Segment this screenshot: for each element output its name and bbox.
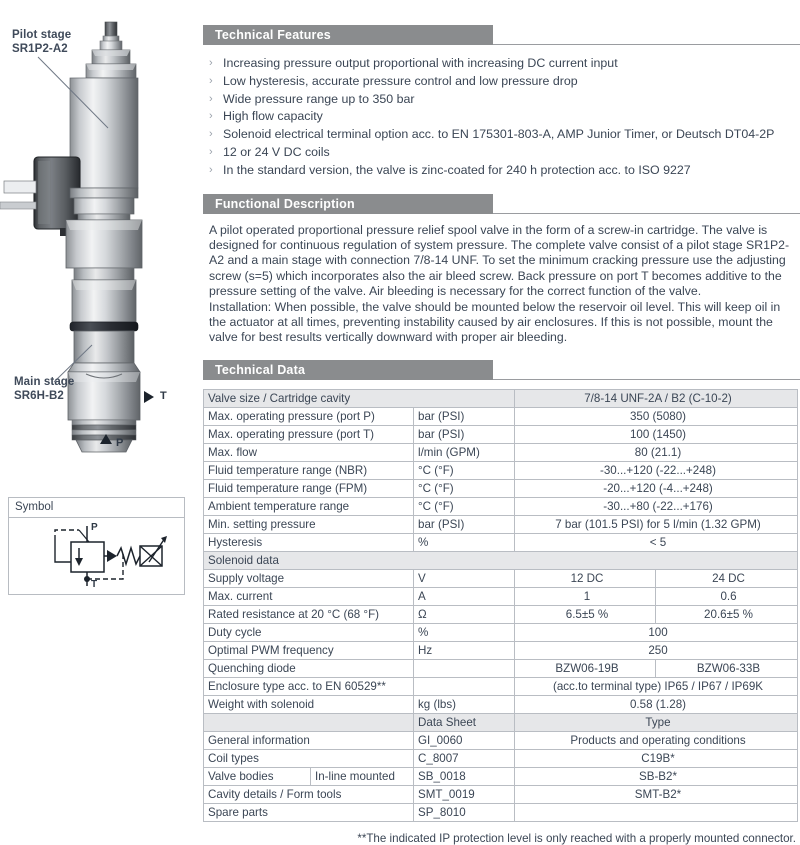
feature-item [209,55,800,73]
table-cell-value-12dc: BZW06-19B [515,659,656,677]
table-row [204,569,798,587]
feature-label: In the standard version, the valve is zinc-coated for 240 h protection acc. to ISO 9227 [223,162,691,177]
table-cell-value: Products and operating conditions [515,731,798,749]
table-cell-label: Duty cycle [204,623,414,641]
table-cell-unit: GI_0060 [414,731,515,749]
table-cell-unit: bar (PSI) [414,515,515,533]
feature-label: Low hysteresis, accurate pressure control and low pressure drop [223,73,578,88]
table-cell-value: -30...+120 (-22...+248) [515,461,798,479]
section-header-rule [493,44,800,45]
table-cell-value-24dc: 24 DC [656,569,798,587]
table-cell-value: 0.58 (1.28) [515,695,798,713]
table-cell-label: Quenching diode [204,659,414,677]
table-cell-value: Type [515,713,798,731]
table-cell-section-label: Solenoid data [204,551,798,569]
table-cell-label: Coil types [204,749,414,767]
functional-description-paragraph-2: Installation: When possible, the valve should be mounted below the reservoir oil level. This will keep oil in the actuator at all times, preventing instability caused by air enclosures. If this is not possible, mount the valve for best results vertically downward with proper air bleeding. [209,299,781,345]
table-cell-label: Supply voltage [204,569,414,587]
table-cell-unit: A [414,587,515,605]
valve-assembly-drawing [0,0,200,490]
feature-label: Increasing pressure output proportional with increasing DC current input [223,56,618,70]
section-title-technical-features: Technical Features [215,28,331,42]
table-row [204,767,798,785]
table-cell-unit [414,677,515,695]
table-cell-label: Max. current [204,587,414,605]
port-t-arrow-icon [144,391,154,403]
table-cell-value: 7/8-14 UNF-2A / B2 (C-10-2) [515,389,798,407]
table-cell-value: 250 [515,641,798,659]
table-cell-label: Valve size / Cartridge cavity [204,389,515,407]
table-row [204,677,798,695]
symbol-box [8,497,185,595]
section-title-technical-data: Technical Data [215,362,306,377]
chevron-right-icon: › [209,74,213,87]
feature-item [209,126,800,144]
table-cell-label: Max. flow [204,443,414,461]
table-cell-value [515,803,798,821]
feature-label: 12 or 24 V DC coils [223,144,330,159]
chevron-right-icon: › [209,110,213,123]
technical-data-table [203,389,798,822]
table-cell-label: Fluid temperature range (FPM) [204,479,414,497]
table-cell-label: Hysteresis [204,533,414,551]
table-cell-value-12dc: 1 [515,587,656,605]
table-cell-label: Ambient temperature range [204,497,414,515]
table-cell-label: Min. setting pressure [204,515,414,533]
table-row [204,461,798,479]
table-cell-unit: kg (lbs) [414,695,515,713]
table-row [204,623,798,641]
table-cell-unit: SB_0018 [414,767,515,785]
callout-main-line2: SR6H-B2 [14,389,64,402]
table-row [204,605,798,623]
section-header-functional-description [203,194,800,214]
chevron-right-icon: › [209,128,213,141]
table-row [204,713,798,731]
table-cell-value: 100 [515,623,798,641]
table-row [204,443,798,461]
functional-description-paragraph-1: A pilot operated proportional pressure relief spool valve in the form of a screw-in cartridge. The valve is designed for continuous regulation of system pressure. The complete valve consist of a pilot stage SR1P2-A2 and a main stage with connection 7/8-14 UNF. To set the minimum cracking pressure use the adjusting screw (s=5) which incorporates also the air bleed screw. Back pressure on port T becomes additive to the pressure setting of the valve. Air bleeding is necessary for the correct function of the valve. [209,222,790,299]
table-cell-label: Rated resistance at 20 °C (68 °F) [204,605,414,623]
chevron-right-icon: › [209,145,213,158]
table-cell-value-24dc: 20.6±5 % [656,605,798,623]
feature-label: Wide pressure range up to 350 bar [223,91,415,106]
table-cell-label: Enclosure type acc. to EN 60529** [204,677,414,695]
feature-label: High flow capacity [223,109,323,124]
callout-pilot-stage [12,29,71,56]
port-p-arrow-icon [100,434,112,444]
table-row [204,731,798,749]
feature-item [209,91,800,109]
section-header-technical-features [203,25,800,45]
table-cell-value-12dc: 12 DC [515,569,656,587]
callout-pilot-line2: SR1P2-A2 [12,42,68,55]
table-cell-label: General information [204,731,414,749]
table-cell-unit: % [414,533,515,551]
table-row [204,641,798,659]
table-row [204,551,798,569]
table-cell-value: SB-B2* [515,767,798,785]
table-cell-value: 350 (5080) [515,407,798,425]
symbol-port-t-label: T [91,579,98,590]
table-cell-unit: °C (°F) [414,497,515,515]
symbol-port-p-label: P [91,522,98,533]
table-cell-label: Optimal PWM frequency [204,641,414,659]
table-row [204,659,798,677]
section-header-technical-data [203,360,800,380]
chevron-right-icon: › [209,163,213,176]
table-cell-label: Weight with solenoid [204,695,414,713]
callout-main-line1: Main stage [14,376,75,388]
table-row [204,749,798,767]
table-cell-label: Max. operating pressure (port T) [204,425,414,443]
feature-label: Solenoid electrical terminal option acc. to EN 175301-803-A, AMP Junior Timer, or Deutsch DT04-2P [223,127,775,142]
feature-item [209,162,800,180]
table-cell-unit: % [414,623,515,641]
feature-item [209,73,800,91]
table-cell-unit: C_8007 [414,749,515,767]
content-column [203,0,800,845]
section-header-rule [493,213,800,214]
table-cell-label: Max. operating pressure (port P) [204,407,414,425]
callout-pilot-line1: Pilot stage [12,29,72,41]
table-cell-value: -20...+120 (-4...+248) [515,479,798,497]
table-cell-value: SMT-B2* [515,785,798,803]
table-cell-unit: SP_8010 [414,803,515,821]
table-row [204,425,798,443]
table-cell-unit: bar (PSI) [414,425,515,443]
table-cell-unit: Ω [414,605,515,623]
chevron-right-icon: › [209,92,213,105]
feature-item [209,108,800,126]
section-title-functional-description: Functional Description [215,196,355,211]
table-cell-value: (acc.to terminal type) IP65 / IP67 / IP69K [515,677,798,695]
table-cell-unit: °C (°F) [414,479,515,497]
technical-features-list [203,55,800,180]
hydraulic-symbol-diagram [9,518,184,594]
chevron-right-icon: › [209,57,213,69]
table-cell-value: 7 bar (101.5 PSI) for 5 l/min (1.32 GPM) [515,515,798,533]
symbol-box-title: Symbol [9,498,184,518]
table-cell-label: Spare parts [204,803,414,821]
table-cell-unit: Data Sheet [414,713,515,731]
table-cell-unit [414,659,515,677]
section-header-rule [493,379,800,380]
table-row [204,497,798,515]
table-cell-label: Valve bodies [204,767,311,785]
table-row [204,389,798,407]
port-t-label: T [160,390,167,402]
product-illustration-column [0,0,200,800]
table-cell-value: 80 (21.1) [515,443,798,461]
table-row [204,407,798,425]
table-cell-value: C19B* [515,749,798,767]
table-cell-value: 100 (1450) [515,425,798,443]
table-cell-value-24dc: BZW06-33B [656,659,798,677]
table-row [204,533,798,551]
table-cell-unit: bar (PSI) [414,407,515,425]
table-cell-unit: V [414,569,515,587]
table-row [204,785,798,803]
table-row [204,695,798,713]
table-cell-value: -30...+80 (-22...+176) [515,497,798,515]
port-p-label: P [116,437,124,449]
table-cell-unit: °C (°F) [414,461,515,479]
table-row [204,803,798,821]
table-cell-unit: SMT_0019 [414,785,515,803]
table-cell-label [204,713,414,731]
table-cell-value: < 5 [515,533,798,551]
table-cell-unit: l/min (GPM) [414,443,515,461]
table-cell-value-12dc: 6.5±5 % [515,605,656,623]
table-row [204,515,798,533]
table-cell-value-24dc: 0.6 [656,587,798,605]
table-cell-label: Cavity details / Form tools [204,785,414,803]
feature-item [209,144,800,162]
table-cell-sublabel: In-line mounted [311,767,414,785]
footnote-ip-protection: **The indicated IP protection level is only reached with a properly mounted connector. [357,831,796,845]
table-cell-unit: Hz [414,641,515,659]
table-row [204,587,798,605]
table-row [204,479,798,497]
callout-main-stage [14,376,74,403]
table-cell-label: Fluid temperature range (NBR) [204,461,414,479]
